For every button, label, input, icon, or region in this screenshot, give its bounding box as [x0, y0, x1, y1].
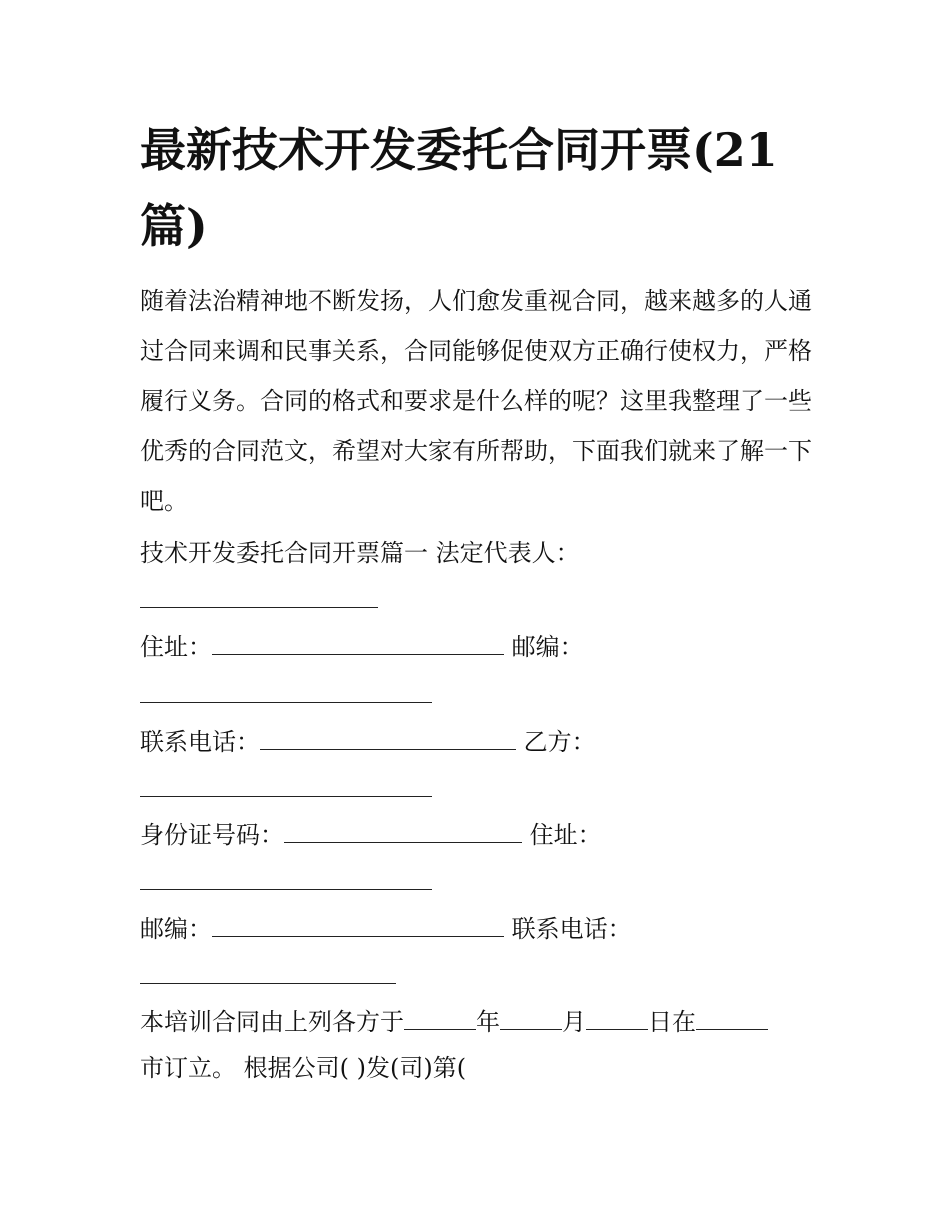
postcode-blank: [140, 676, 432, 703]
day-label: 日在: [648, 1008, 696, 1036]
address-blank: [212, 628, 504, 655]
legal-rep-blank-line: [140, 580, 378, 620]
address-label: 住址：: [140, 633, 212, 661]
postcode2-label: 邮编：: [140, 915, 212, 943]
phone-blank: [260, 723, 516, 750]
phone2-blank-line: [140, 956, 396, 996]
section-heading: 技术开发委托合同开票篇一 法定代表人：: [140, 539, 580, 567]
year-blank: [404, 1003, 476, 1030]
postcode-blank-line: [140, 675, 432, 715]
postcode-label: 邮编：: [511, 633, 584, 661]
day-blank: [586, 1003, 648, 1030]
id-number-blank: [284, 816, 522, 843]
party-b-blank: [140, 770, 432, 797]
phone2-label: 联系电话：: [511, 915, 632, 943]
party-b-label: 乙方：: [523, 728, 596, 756]
postcode2-line: [140, 909, 632, 949]
city-blank: [696, 1003, 768, 1030]
phone-label: 联系电话：: [140, 728, 260, 756]
closing-line: [140, 1048, 466, 1088]
address-line: [140, 627, 584, 667]
year-label: 年: [476, 1008, 500, 1036]
section-heading-line: [140, 533, 580, 573]
postcode2-blank: [212, 910, 504, 937]
id-number-line: [140, 815, 602, 855]
address2-label: 住址：: [529, 821, 602, 849]
intro-paragraph: 随着法治精神地不断发扬，人们愈发重视合同，越来越多的人通过合同来调和民事关系，合同能够促使双方正确行使权力，严格履行义务。合同的格式和要求是什么样的呢？这里我整理了一些优秀的合同范文，希望对大家有所帮助，下面我们就来了解一下吧。: [140, 287, 812, 515]
address2-blank: [140, 863, 432, 890]
legal-rep-blank: [140, 581, 378, 608]
closing-text: 市订立。 根据公司( )发(司)第(: [140, 1054, 467, 1082]
party-b-blank-line: [140, 769, 432, 809]
id-number-label: 身份证号码：: [140, 821, 284, 849]
month-label: 月: [562, 1008, 586, 1036]
document-title: 最新技术开发委托合同开票(21篇): [140, 123, 778, 253]
address2-blank-line: [140, 862, 432, 902]
contract-date-line: [140, 1002, 768, 1042]
contract-date-prefix: 本培训合同由上列各方于: [140, 1008, 404, 1036]
phone-line: [140, 722, 596, 762]
phone2-blank: [140, 957, 396, 984]
month-blank: [500, 1003, 562, 1030]
